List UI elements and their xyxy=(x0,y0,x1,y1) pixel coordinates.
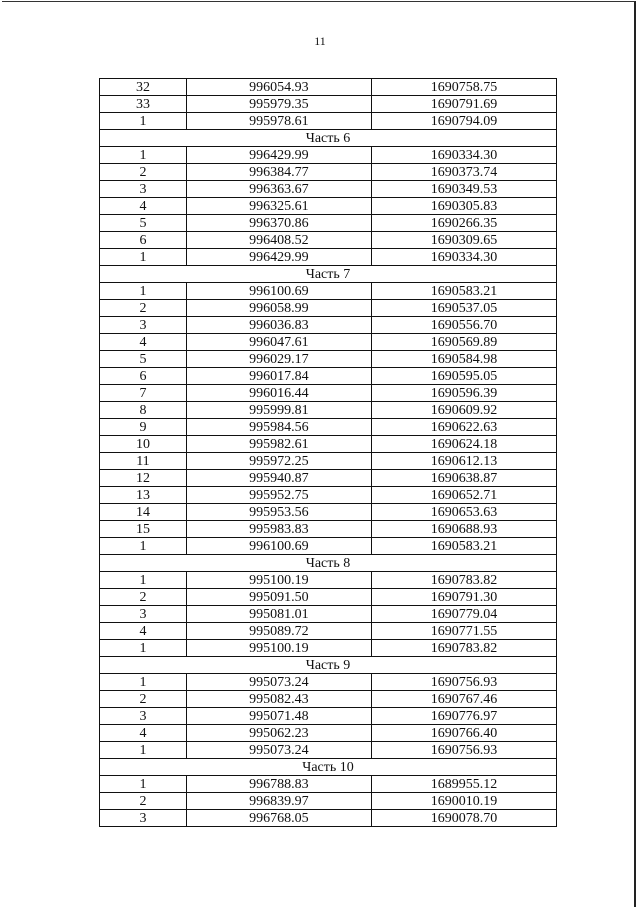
point-number-cell: 7 xyxy=(100,385,187,402)
point-number-cell: 1 xyxy=(100,113,187,130)
y-coordinate-cell: 1690373.74 xyxy=(371,164,556,181)
x-coordinate-cell: 995089.72 xyxy=(186,623,371,640)
y-coordinate-cell: 1690791.30 xyxy=(371,589,556,606)
point-number-cell: 13 xyxy=(100,487,187,504)
y-coordinate-cell: 1690595.05 xyxy=(371,368,556,385)
table-row xyxy=(100,572,557,589)
table-row xyxy=(100,725,557,742)
point-number-cell: 3 xyxy=(100,317,187,334)
point-number-cell: 4 xyxy=(100,334,187,351)
point-number-cell: 32 xyxy=(100,79,187,96)
point-number-cell: 15 xyxy=(100,521,187,538)
y-coordinate-cell: 1690779.04 xyxy=(371,606,556,623)
y-coordinate-cell: 1690556.70 xyxy=(371,317,556,334)
x-coordinate-cell: 996029.17 xyxy=(186,351,371,368)
point-number-cell: 2 xyxy=(100,589,187,606)
x-coordinate-cell: 996100.69 xyxy=(186,538,371,555)
section-header-row xyxy=(100,657,557,674)
x-coordinate-cell: 995953.56 xyxy=(186,504,371,521)
table-row xyxy=(100,674,557,691)
y-coordinate-cell: 1690583.21 xyxy=(371,538,556,555)
x-coordinate-cell: 996054.93 xyxy=(186,79,371,96)
x-coordinate-cell: 996047.61 xyxy=(186,334,371,351)
point-number-cell: 6 xyxy=(100,232,187,249)
x-coordinate-cell: 996384.77 xyxy=(186,164,371,181)
page-number: 11 xyxy=(314,34,326,48)
table-row xyxy=(100,164,557,181)
point-number-cell: 4 xyxy=(100,725,187,742)
x-coordinate-cell: 995999.81 xyxy=(186,402,371,419)
point-number-cell: 8 xyxy=(100,402,187,419)
y-coordinate-cell: 1690078.70 xyxy=(371,810,556,827)
x-coordinate-cell: 996363.67 xyxy=(186,181,371,198)
point-number-cell: 5 xyxy=(100,351,187,368)
x-coordinate-cell: 995082.43 xyxy=(186,691,371,708)
table-row xyxy=(100,334,557,351)
x-coordinate-cell: 996768.05 xyxy=(186,810,371,827)
point-number-cell: 1 xyxy=(100,742,187,759)
y-coordinate-cell: 1690688.93 xyxy=(371,521,556,538)
table-row xyxy=(100,181,557,198)
point-number-cell: 3 xyxy=(100,708,187,725)
point-number-cell: 1 xyxy=(100,538,187,555)
point-number-cell: 2 xyxy=(100,691,187,708)
table-row xyxy=(100,538,557,555)
y-coordinate-cell: 1690653.63 xyxy=(371,504,556,521)
coordinates-table xyxy=(99,78,557,827)
point-number-cell: 3 xyxy=(100,606,187,623)
point-number-cell: 33 xyxy=(100,96,187,113)
x-coordinate-cell: 995100.19 xyxy=(186,572,371,589)
x-coordinate-cell: 995073.24 xyxy=(186,742,371,759)
point-number-cell: 6 xyxy=(100,368,187,385)
table-row xyxy=(100,79,557,96)
x-coordinate-cell: 996036.83 xyxy=(186,317,371,334)
point-number-cell: 9 xyxy=(100,419,187,436)
y-coordinate-cell: 1690771.55 xyxy=(371,623,556,640)
table-row xyxy=(100,351,557,368)
section-title: Часть 9 xyxy=(100,657,557,674)
point-number-cell: 14 xyxy=(100,504,187,521)
section-header-row xyxy=(100,555,557,572)
point-number-cell: 1 xyxy=(100,249,187,266)
y-coordinate-cell: 1690783.82 xyxy=(371,572,556,589)
y-coordinate-cell: 1690537.05 xyxy=(371,300,556,317)
table-row xyxy=(100,300,557,317)
x-coordinate-cell: 996017.84 xyxy=(186,368,371,385)
table-row xyxy=(100,96,557,113)
table-row xyxy=(100,589,557,606)
point-number-cell: 1 xyxy=(100,572,187,589)
x-coordinate-cell: 996839.97 xyxy=(186,793,371,810)
table-row xyxy=(100,776,557,793)
y-coordinate-cell: 1690609.92 xyxy=(371,402,556,419)
table-row xyxy=(100,368,557,385)
y-coordinate-cell: 1690766.40 xyxy=(371,725,556,742)
table-row xyxy=(100,691,557,708)
y-coordinate-cell: 1690758.75 xyxy=(371,79,556,96)
table-row xyxy=(100,232,557,249)
table-row xyxy=(100,436,557,453)
y-coordinate-cell: 1690596.39 xyxy=(371,385,556,402)
x-coordinate-cell: 995972.25 xyxy=(186,453,371,470)
y-coordinate-cell: 1690794.09 xyxy=(371,113,556,130)
x-coordinate-cell: 996408.52 xyxy=(186,232,371,249)
point-number-cell: 3 xyxy=(100,181,187,198)
x-coordinate-cell: 995100.19 xyxy=(186,640,371,657)
y-coordinate-cell: 1690756.93 xyxy=(371,742,556,759)
y-coordinate-cell: 1690756.93 xyxy=(371,674,556,691)
y-coordinate-cell: 1690334.30 xyxy=(371,147,556,164)
point-number-cell: 2 xyxy=(100,793,187,810)
table-row xyxy=(100,470,557,487)
table-row xyxy=(100,317,557,334)
table-row xyxy=(100,708,557,725)
point-number-cell: 1 xyxy=(100,776,187,793)
y-coordinate-cell: 1690612.13 xyxy=(371,453,556,470)
table-row xyxy=(100,113,557,130)
x-coordinate-cell: 995071.48 xyxy=(186,708,371,725)
coordinates-table-body xyxy=(100,79,557,827)
y-coordinate-cell: 1690334.30 xyxy=(371,249,556,266)
x-coordinate-cell: 996370.86 xyxy=(186,215,371,232)
x-coordinate-cell: 995073.24 xyxy=(186,674,371,691)
section-title: Часть 10 xyxy=(100,759,557,776)
point-number-cell: 1 xyxy=(100,674,187,691)
table-row xyxy=(100,419,557,436)
y-coordinate-cell: 1690776.97 xyxy=(371,708,556,725)
table-row xyxy=(100,623,557,640)
x-coordinate-cell: 995982.61 xyxy=(186,436,371,453)
table-row xyxy=(100,793,557,810)
table-row xyxy=(100,606,557,623)
x-coordinate-cell: 996058.99 xyxy=(186,300,371,317)
y-coordinate-cell: 1690349.53 xyxy=(371,181,556,198)
x-coordinate-cell: 996429.99 xyxy=(186,249,371,266)
x-coordinate-cell: 995062.23 xyxy=(186,725,371,742)
y-coordinate-cell: 1690266.35 xyxy=(371,215,556,232)
y-coordinate-cell: 1689955.12 xyxy=(371,776,556,793)
table-row xyxy=(100,521,557,538)
x-coordinate-cell: 996100.69 xyxy=(186,283,371,300)
point-number-cell: 12 xyxy=(100,470,187,487)
point-number-cell: 4 xyxy=(100,198,187,215)
x-coordinate-cell: 995081.01 xyxy=(186,606,371,623)
point-number-cell: 1 xyxy=(100,147,187,164)
y-coordinate-cell: 1690622.63 xyxy=(371,419,556,436)
table-row xyxy=(100,283,557,300)
y-coordinate-cell: 1690767.46 xyxy=(371,691,556,708)
point-number-cell: 1 xyxy=(100,283,187,300)
section-header-row xyxy=(100,130,557,147)
table-row xyxy=(100,249,557,266)
point-number-cell: 4 xyxy=(100,623,187,640)
point-number-cell: 3 xyxy=(100,810,187,827)
x-coordinate-cell: 996325.61 xyxy=(186,198,371,215)
x-coordinate-cell: 995952.75 xyxy=(186,487,371,504)
y-coordinate-cell: 1690652.71 xyxy=(371,487,556,504)
y-coordinate-cell: 1690010.19 xyxy=(371,793,556,810)
y-coordinate-cell: 1690305.83 xyxy=(371,198,556,215)
table-row xyxy=(100,453,557,470)
y-coordinate-cell: 1690638.87 xyxy=(371,470,556,487)
x-coordinate-cell: 996788.83 xyxy=(186,776,371,793)
point-number-cell: 1 xyxy=(100,640,187,657)
table-row xyxy=(100,487,557,504)
section-header-row xyxy=(100,759,557,776)
section-title: Часть 8 xyxy=(100,555,557,572)
y-coordinate-cell: 1690783.82 xyxy=(371,640,556,657)
x-coordinate-cell: 995984.56 xyxy=(186,419,371,436)
section-title: Часть 7 xyxy=(100,266,557,283)
point-number-cell: 11 xyxy=(100,453,187,470)
x-coordinate-cell: 995983.83 xyxy=(186,521,371,538)
x-coordinate-cell: 996016.44 xyxy=(186,385,371,402)
x-coordinate-cell: 995979.35 xyxy=(186,96,371,113)
point-number-cell: 2 xyxy=(100,300,187,317)
x-coordinate-cell: 995940.87 xyxy=(186,470,371,487)
table-row xyxy=(100,742,557,759)
y-coordinate-cell: 1690569.89 xyxy=(371,334,556,351)
y-coordinate-cell: 1690624.18 xyxy=(371,436,556,453)
table-row xyxy=(100,402,557,419)
table-row xyxy=(100,640,557,657)
point-number-cell: 5 xyxy=(100,215,187,232)
table-row xyxy=(100,504,557,521)
y-coordinate-cell: 1690583.21 xyxy=(371,283,556,300)
x-coordinate-cell: 995091.50 xyxy=(186,589,371,606)
table-row xyxy=(100,385,557,402)
y-coordinate-cell: 1690584.98 xyxy=(371,351,556,368)
y-coordinate-cell: 1690791.69 xyxy=(371,96,556,113)
section-title: Часть 6 xyxy=(100,130,557,147)
point-number-cell: 2 xyxy=(100,164,187,181)
table-row xyxy=(100,147,557,164)
table-row xyxy=(100,215,557,232)
table-row xyxy=(100,198,557,215)
x-coordinate-cell: 996429.99 xyxy=(186,147,371,164)
section-header-row xyxy=(100,266,557,283)
y-coordinate-cell: 1690309.65 xyxy=(371,232,556,249)
table-row xyxy=(100,810,557,827)
x-coordinate-cell: 995978.61 xyxy=(186,113,371,130)
point-number-cell: 10 xyxy=(100,436,187,453)
